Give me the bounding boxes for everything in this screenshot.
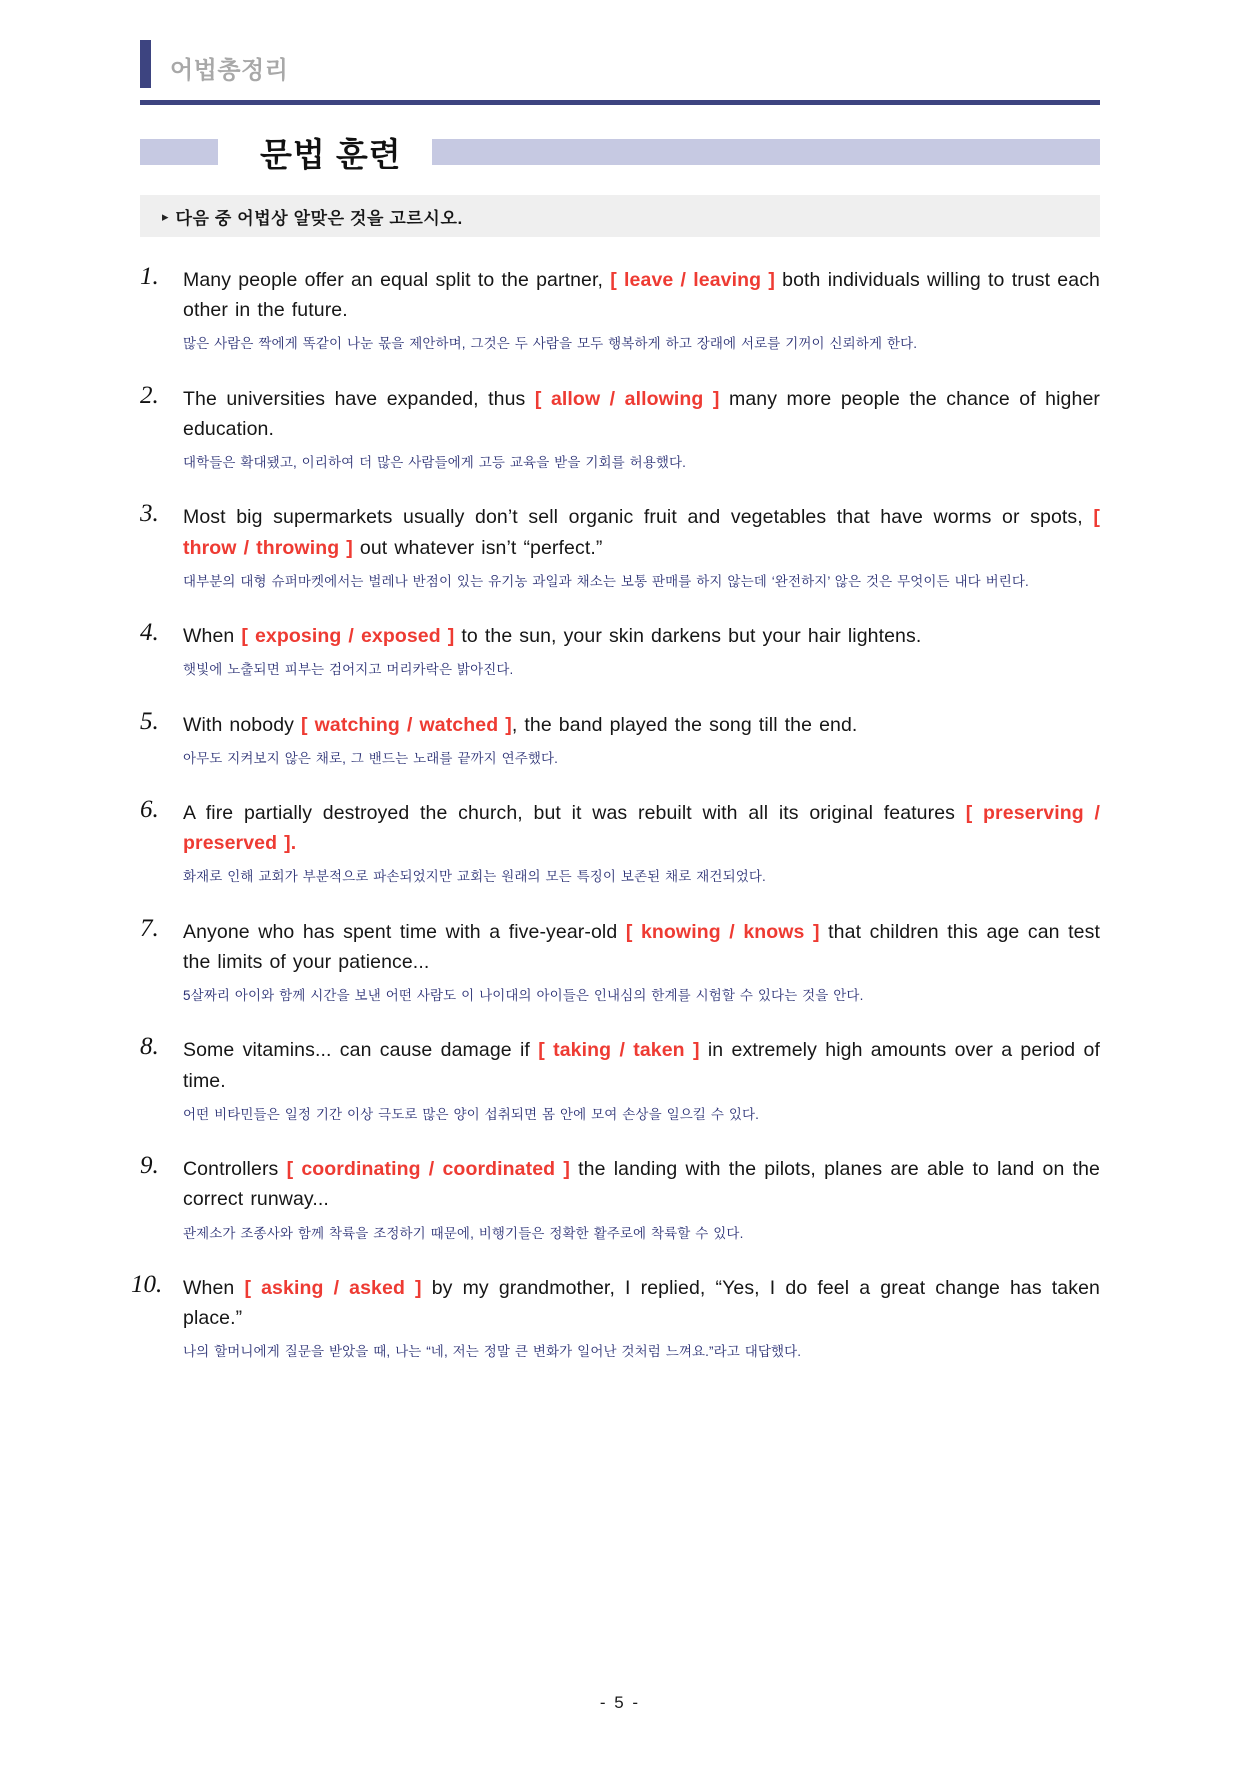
- question-korean-translation: 나의 할머니에게 질문을 받았을 때, 나는 “네, 저는 정말 큰 변화가 일어난 것처럼 느껴요.”라고 대답했다.: [183, 1344, 802, 1360]
- question-text-before: Controllers: [183, 1158, 279, 1181]
- question-item: [140, 502, 1100, 592]
- choice-bracket[interactable]: [ exposing / exposed ]: [241, 625, 455, 648]
- question-text-after: out whatever isn’t “perfect.”: [359, 536, 603, 559]
- question-korean-translation: 화재로 인해 교회가 부분적으로 파손되었지만 교회는 원래의 모든 특징이 보존된 채로 재건되었다.: [183, 869, 766, 885]
- question-text-before: Anyone who has spent time with a five-year-old: [183, 920, 618, 943]
- question-text-after: in extremely high amounts over a period of time.: [183, 1039, 1100, 1092]
- question-number: 1.: [140, 263, 159, 290]
- worksheet-page: [0, 38, 1240, 1791]
- question-item: [140, 798, 1100, 888]
- choice-bracket[interactable]: [ coordinating / coordinated ]: [286, 1158, 570, 1181]
- question-text-after: , the band played the song till the end.: [511, 713, 858, 736]
- question-english: [183, 621, 1100, 651]
- question-text-before: When: [183, 1276, 235, 1299]
- triangle-right-icon: ▸: [162, 208, 169, 224]
- page-footer: - 5 -: [599, 1693, 641, 1712]
- page-title: 문법 훈련: [260, 135, 402, 173]
- title-decoration-left: [140, 139, 218, 165]
- question-korean-translation: 많은 사람은 짝에게 똑같이 나눈 몫을 제안하며, 그것은 두 사람을 모두 행복하게 하고 장래에 서로를 기꺼이 신뢰하게 한다.: [183, 336, 918, 352]
- header-accent-bar: [140, 40, 151, 88]
- header-title: 어법총정리: [170, 57, 289, 84]
- section-title-row: [140, 131, 1100, 173]
- question-list: [131, 263, 1100, 1362]
- question-korean-translation: 아무도 지켜보지 않은 채로, 그 밴드는 노래를 끝까지 연주했다.: [183, 750, 559, 766]
- question-text-after: both individuals willing to trust each other in the future.: [183, 269, 1100, 322]
- question-text-before: When: [183, 625, 235, 648]
- choice-bracket[interactable]: [ taking / taken ]: [538, 1039, 700, 1062]
- question-item: [140, 621, 1100, 680]
- question-english: [183, 917, 1100, 977]
- question-text-after: to the sun, your skin darkens but your hair lightens.: [461, 625, 922, 648]
- question-text-before: The universities have expanded, thus: [183, 387, 526, 410]
- question-korean-translation: 관제소가 조종사와 함께 착륙을 조정하기 때문에, 비행기들은 정확한 활주로에 착륙할 수 있다.: [183, 1225, 744, 1241]
- question-korean-translation: 어떤 비타민들은 일정 기간 이상 극도로 많은 양이 섭취되면 몸 안에 모여 손상을 일으킬 수 있다.: [183, 1106, 759, 1122]
- choice-bracket[interactable]: [ preserving / preserved ].: [183, 802, 1100, 855]
- question-number: 9.: [140, 1152, 159, 1180]
- question-number: 4.: [140, 619, 159, 647]
- instruction-bar: [140, 195, 1100, 237]
- question-english: [183, 265, 1100, 325]
- choice-bracket[interactable]: [ knowing / knows ]: [625, 920, 820, 943]
- page-header: [140, 38, 1100, 100]
- question-item: [131, 1270, 1100, 1363]
- question-korean-translation: 5살짜리 아이와 함께 시간을 보낸 어떤 사람도 이 나이대의 아이들은 인내심의 한계를 시험할 수 있다는 것을 안다.: [183, 988, 864, 1004]
- question-text-before: A fire partially destroyed the church, but it was rebuilt with all its original features: [183, 802, 956, 824]
- question-item: [140, 1035, 1100, 1125]
- question-item: [140, 381, 1100, 474]
- header-divider-rule: [140, 100, 1100, 105]
- question-text-after: that children this age can test the limits of your patience...: [183, 920, 1100, 973]
- question-english: [183, 1035, 1100, 1095]
- choice-bracket[interactable]: [ leave / leaving ]: [610, 269, 775, 291]
- question-text-after: the landing with the pilots, planes are able to land on the correct runway...: [183, 1158, 1100, 1211]
- title-decoration-right: [432, 139, 1100, 165]
- question-number: 5.: [140, 707, 159, 735]
- question-korean-translation: 대부분의 대형 슈퍼마켓에서는 벌레나 반점이 있는 유기농 과일과 채소는 보통 판매를 하지 않는데 ‘완전하지’ 않은 것은 무엇이든 내다 버린다.: [183, 573, 1029, 589]
- choice-bracket[interactable]: [ allow / allowing ]: [534, 387, 720, 410]
- question-text-before: Most big supermarkets usually don’t sell organic fruit and vegetables that have worms or spots,: [183, 506, 1083, 529]
- question-number: 8.: [140, 1033, 159, 1061]
- question-text-before: Some vitamins... can cause damage if: [183, 1039, 530, 1062]
- question-number: 3.: [140, 500, 159, 528]
- question-number: 7.: [140, 914, 159, 942]
- question-text-after: many more people the chance of higher education.: [183, 387, 1100, 440]
- instruction-text: 다음 중 어법상 알맞은 것을 고르시오.: [175, 208, 463, 228]
- question-english: [183, 1154, 1100, 1214]
- question-korean-translation: 햇빛에 노출되면 피부는 검어지고 머리카락은 밝아진다.: [183, 662, 514, 678]
- question-english: [183, 384, 1100, 444]
- question-number: 10.: [131, 1270, 163, 1298]
- choice-bracket[interactable]: [ watching / watched ]: [301, 713, 512, 736]
- question-text-before: Many people offer an equal split to the partner,: [183, 269, 604, 291]
- question-text-after: by my grandmother, I replied, “Yes, I do feel a great change has taken place.”: [183, 1276, 1100, 1329]
- question-item: [140, 265, 1100, 355]
- question-item: [140, 1154, 1100, 1244]
- question-number: 6.: [140, 796, 159, 823]
- question-item: [140, 914, 1100, 1007]
- question-english: [183, 710, 1100, 740]
- question-korean-translation: 대학들은 확대됐고, 이리하여 더 많은 사람들에게 고등 교육을 받을 기회를 허용했다.: [183, 455, 687, 471]
- question-english: [183, 798, 1100, 858]
- question-number: 2.: [140, 381, 159, 409]
- choice-bracket[interactable]: [ throw / throwing ]: [183, 506, 1100, 559]
- choice-bracket[interactable]: [ asking / asked ]: [244, 1276, 422, 1299]
- question-text-before: With nobody: [183, 713, 294, 736]
- question-english: [183, 1273, 1100, 1333]
- question-english: [183, 502, 1100, 562]
- question-item: [140, 707, 1100, 769]
